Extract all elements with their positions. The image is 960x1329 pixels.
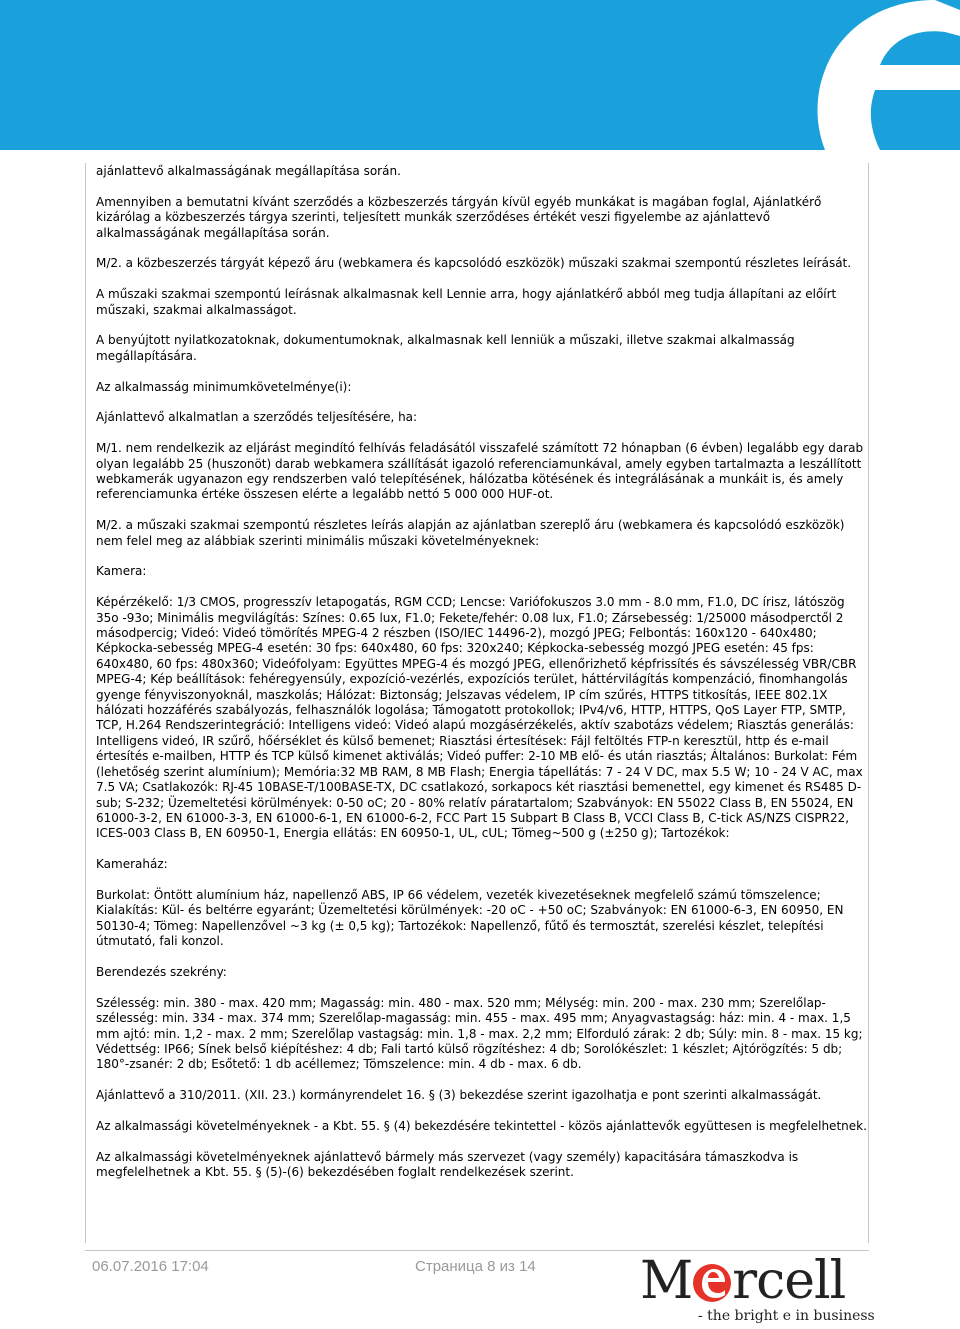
footer-date: 06.07.2016 17:04 [92, 1258, 209, 1275]
header-band [0, 0, 960, 150]
paragraph: Szélesség: min. 380 - max. 420 mm; Magasság: min. 480 - max. 520 mm; Mélység: min. 200 - max. 230 mm; Szerelőlap-szélesség: min. 334 - max. 374 mm; Szerelőlap-magasság: min. 455 - max. 495 mm; Anyagvastagság: ház: min. 4 - max. 1,5 mm ajtó: min. 1,2 - max. 2 mm; Szerelőlap vastagság: min. 1,8 - max. 2,2 mm; Elforduló zárak: 2 db; Súly: min. 8 - max. 15 kg; Védettség: IP66; Sínek belső kiépítéshez: 4 db; Fali tartó külső rögzítéshez: 4 db; Sorolókészlet: 1 készlet; Ajtórögzítés: 5 db; 180°-zsanér: 2 db; Esőtető: 1 db acéllemez; Tömszelence: min. 4 db - max. 6 db. [96, 995, 863, 1072]
paragraph: Képérzékelő: 1/3 CMOS, progresszív letapogatás, RGM CCD; Lencse: Variófokuszos 3.0 mm - 8.0 mm, F1.0, DC írisz, látószög 35o -93o; Minimális megvilágítás: Színes: 0.65 lux, F1.0; Fekete/fehér: 0.08 lux, F1.0; Zársebesség: 1/25000 másodperctől 2 másodpercig; Videó: Videó tömörítés MPEG-4 2 részben (ISO/IEC 14496-2), mozgó JPEG; Felbontás: 160x120 - 640x480; Képkocka-sebesség MPEG-4 esetén: 30 fps: 640x480, 60 fps: 320x240; Képkocka-sebesség mozgó JPEG esetén: 45 fps: 640x480, 60 fps: 480x360; Videófolyam: Együttes MPEG-4 és mozgó JPEG, ellenőrizhető képfrissítés és sávszélesség VBR/CBR MPEG-4; Kép beállítások: fehéregyensúly, expozíció-vezérlés, expozíciós terület, háttérvilágítás kompenzáció, finomhangolás gyenge fényviszonyoknál, maszkolás; Hálózat: Biztonság; Jelszavas védelem, IP cím szűrés, HTTPS titkosítás, IEEE 802.1X hálózati hozzáférés szabályozás, felhasználók logolása; Támogatott protokollok; IPv4/v6, HTTP, HTTPS, QoS Layer FTP, SMTP, TCP, H.264 Rendszerintegráció: Intelligens videó: Videó alapú mozgásérzékelés, aktív szabotázs védelem; Riasztás generálás: Intelligens videó, IR szűrő, hőérséklet és külső bemenet; Riasztási értesítések: Fájl feltöltés FTP-n keresztül, http és e-mail értesítés e-mailben, HTTP és TCP külső kimenet aktiválás; Videó puffer: 2-10 MB elő- és után riasztás; Általános: Burkolat: Fém (lehetőség szerint alumínium); Memória:32 MB RAM, 8 MB Flash; Energia tápellátás: 7 - 24 V DC, max 5.5 W; 10 - 24 V AC, max 7.5 VA; Csatlakozók: RJ-45 10BASE-T/100BASE-TX, DC csatlakozó, sorkapocs két riasztási bemenettel, egy kimenet és RS485 D-sub; S-232; Üzemeltetési körülmények: 0-50 oC; 20 - 80% relatív páratartalom; Szabványok: EN 55022 Class B, EN 55024, EN 61000-3-2, EN 61000-3-3, EN 61000-6-1, EN 61000-6-2, FCC Part 15 Subpart B Class B, VCCI Class B, C-tick AS/NZS CISPR22, ICES-003 Class B, EN 60950-1, Energia ellátás: EN 60950-1, UL, cUL; Tömeg~500 g (±250 g); Tartozékok: [96, 595, 863, 841]
paragraph: M/2. a műszaki szakmai szempontú részletes leírás alapján az ajánlatban szereplő áru (webkamera és kapcsolódó eszközök) nem felel meg az alábbiak szerinti minimális műszaki követelményeknek: [96, 518, 845, 548]
paragraph: Az alkalmassági követelményeknek ajánlattevő bármely más szervezet (vagy személy) kapacitására támaszkodva is megfelelhetnek a Kbt. 55. § (5)-(6) bekezdésében foglalt rendelkezések szerint. [96, 1149, 799, 1180]
left-margin-rule [85, 163, 86, 1243]
marcell-logo [640, 1250, 875, 1329]
logo-tagline: - the bright e in business [698, 1308, 875, 1324]
paragraph: Ajánlattevő alkalmatlan a szerződés teljesítésére, ha: [96, 410, 418, 425]
paragraph: Az alkalmasság minimumkövetelménye(i): [96, 379, 352, 394]
paragraph: Amennyiben a bemutatni kívánt szerződés a közbeszerzés tárgyán kívül egyéb munkákat is magában foglal, Ajánlatkérő kizárólag a közbeszerzés tárgya szerinti, teljesített munkák szerződéses értékét veszi figyelembe az ajánlattevő alkalmasságának megállapítása során. [96, 194, 822, 240]
section-heading: Berendezés szekrény: [96, 964, 227, 979]
paragraph: Burkolat: Öntött alumínium ház, napellenző ABS, IP 66 védelem, vezeték kivezetéseknek megfelelő számú tömszelence; Kialakítás: Kül- és beltérre egyaránt; Üzemeltetési körülmények: -20 oC - +50 oC; Szabványok: EN 61000-6-3, EN 60950, EN 50130-4; Tömeg: Napellenzővel ~3 kg (± 0,5 kg); Tartozékok: Napellenző, fűtő és termosztát, szerelési készlet, telepítési útmutató, fali konzol. [96, 887, 844, 949]
logo-prefix: M [640, 1251, 693, 1311]
paragraph: Ajánlattevő a 310/2011. (XII. 23.) kormányrendelet 16. § (3) bekezdése szerint igazolhatja e pont szerinti alkalmasságát. [96, 1088, 822, 1103]
paragraph: A benyújtott nyilatkozatoknak, dokumentumoknak, alkalmasnak kell lenniük a műszaki, illetve szakmai alkalmasság megállapítására. [96, 333, 795, 363]
paragraph: A műszaki szakmai szempontú leírásnak alkalmasnak kell Lennie arra, hogy ajánlatkérő abból meg tudja állapítani az előírt műszaki, szakmai alkalmasságot. [96, 287, 837, 317]
paragraph: Az alkalmassági követelményeknek - a Kbt. 55. § (4) bekezdésére tekintettel - közös ajánlattevők együttesen is megfelelhetnek. [96, 1118, 867, 1133]
right-margin-rule [868, 163, 869, 1243]
paragraph: ajánlattevő alkalmasságának megállapítása során. [96, 164, 401, 178]
document-body [96, 164, 868, 1196]
paragraph: M/1. nem rendelkezik az eljárást megindító felhívás feladásától visszafelé számított 72 hónapban (6 évben) legalább egy darab olyan legalább 25 (huszonöt) darab webkamera szállítását igazoló referenciamunkával, amely egyben tartalmazta a leszállított webkamerák ugyanazon egy rendszerben való telepítésének, hálózatba kötésének és integrálásának a munkáit is, és amely referenciamunka értéke összesen elérte a legalább nettó 5 000 000 HUF-ot. [96, 441, 864, 502]
paragraph: M/2. a közbeszerzés tárgyát képező áru (webkamera és kapcsolódó eszközök) műszaki szakmai szempontú részletes leírását. [96, 256, 852, 271]
brand-e-icon [0, 0, 960, 150]
section-heading: Kameraház: [96, 857, 168, 872]
section-heading: Kamera: [96, 564, 147, 579]
footer-page-number: Страница 8 из 14 [415, 1258, 536, 1275]
logo-suffix: rcell [732, 1251, 846, 1311]
